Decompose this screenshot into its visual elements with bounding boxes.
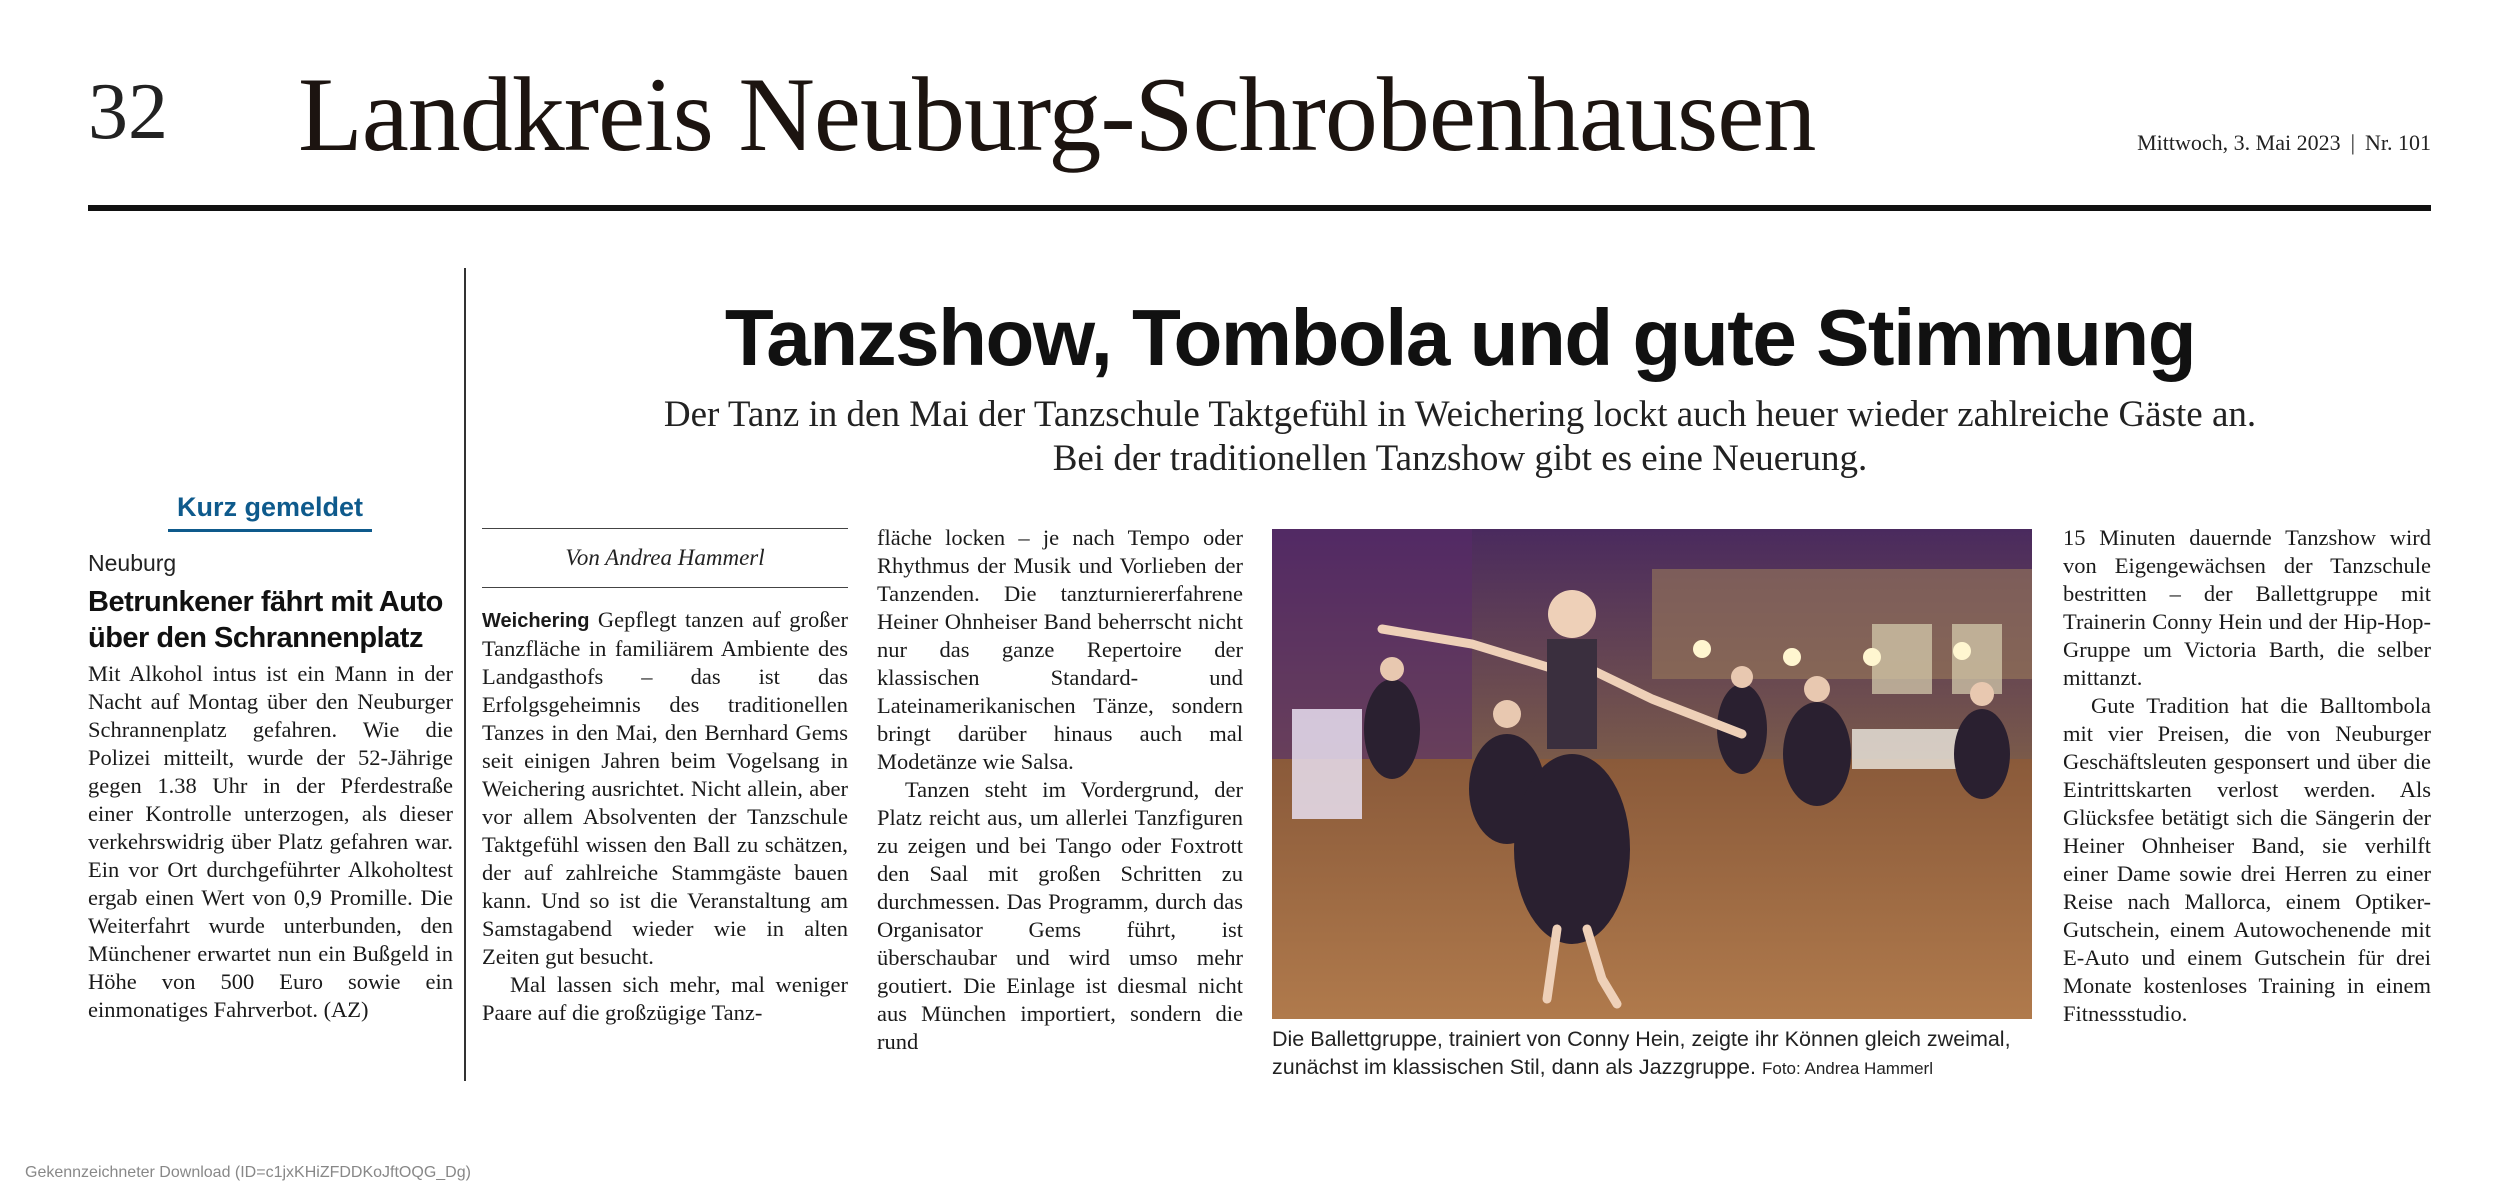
brief-headline: Betrunkener fährt mit Auto über den Schrannenplatz xyxy=(88,586,443,654)
page-number: 32 xyxy=(88,68,168,156)
article-paragraph: Gute Tradition hat die Balltombola mit vier Preisen, die von Neuburger Geschäftsleuten gesponsert und über die Eintrittskarten verlost werden. Als Glücksfee betätigt sich die Sängerin der Heiner Ohnheiser Band, sie verhilft einer Dame sowie drei Herren zu einer Reise nach Mallorca, einem Optiker-Gutschein, einem Autowochenende mit E-Auto und einem Gutschein für drei Monate kostenloses Training in einem Fitnessstudio. xyxy=(2063,693,2431,1026)
article-byline: Von Andrea Hammerl xyxy=(482,528,848,588)
brief-body: Mit Alkohol intus ist ein Mann in der Nacht auf Montag über den Neuburger Schrannenplatz gefahren. Wie die Polizei mitteilt, wurde der 52-Jährige gegen 1.38 Uhr in der Pferdestraße einer Kontrolle unterzogen, als dieser verkehrswidrig über Platz gefahren war. Ein vor Ort durchgeführter Alkoholtest ergab einen Wert von 0,9 Promille. Die Weiterfahrt wurde unterbunden, den Münchener erwartet nun ein Bußgeld in Höhe von 500 Euro sowie ein einmonatiges Fahrverbot. (AZ) xyxy=(88,661,453,1022)
article-headline: Tanzshow, Tombola und gute Stimmung xyxy=(724,293,2196,382)
masthead-rule xyxy=(88,205,2431,211)
ballet-photo-illustration xyxy=(1272,529,2032,1019)
photo-credit: Foto: Andrea Hammerl xyxy=(1761,1059,1933,1078)
article-photo xyxy=(1272,529,2032,1019)
subhead-line-2: Bei der traditionellen Tanzshow gibt es eine Neuerung. xyxy=(1052,438,1868,479)
article-column-4 xyxy=(2063,524,2431,1028)
article-paragraph: Mal lassen sich mehr, mal weniger Paare auf die großzügige Tanz- xyxy=(482,972,848,1025)
issue-dateline xyxy=(2137,130,2431,156)
article-kicker: Weichering xyxy=(482,610,590,632)
article-paragraph: Tanzen steht im Vordergrund, der Platz reicht aus, um allerlei Tanzfiguren zu zeigen und bei Tango oder Foxtrott den Saal mit großen Schritten zu durchmessen. Das Programm, durch das Organisator Gems führt, ist überschaubar und wird umso mehr goutiert. Die Einlage ist diesmal nicht aus München importiert, sondern die rund xyxy=(877,777,1243,1054)
issue-date: Mittwoch, 3. Mai 2023 xyxy=(2137,130,2341,155)
photo-caption xyxy=(1272,1025,2040,1083)
issue-number: Nr. 101 xyxy=(2365,130,2431,155)
article-paragraph: 15 Minuten dauernde Tanzshow wird von Eigengewächsen der Tanzschule bestritten – der Ballettgruppe mit Trainerin Conny Hein und der Hip-Hop-Gruppe um Victoria Barth, die selber mittanzt. xyxy=(2063,525,2431,690)
article-paragraph xyxy=(482,606,848,971)
brief-section-label: Kurz gemeldet xyxy=(168,492,372,532)
article-column-2 xyxy=(877,524,1243,1056)
article-subhead xyxy=(480,393,2440,481)
article-paragraph-text: Gepflegt tanzen auf großer Tanzfläche in familiärem Ambiente des Landgasthofs – das ist das Erfolgsgeheimnis des traditionellen Tanzes in den Mai, den Bernhard Gems seit einigen Jahren beim Vogelsang in Weichering ausrichtet. Nicht allein, aber vor allem Absolventen der Tanzschule Taktgefühl wissen den Ball zu schätzen, der auf zahlreiche Stammgäste bauen kann. Und so ist die Veranstaltung am Samstagabend wieder wie in alten Zeiten gut besucht. xyxy=(482,607,848,969)
article-column-1 xyxy=(482,606,848,1027)
article-paragraph: fläche locken – je nach Tempo oder Rhythmus der Musik und Vorlieben der Tanzenden. Die tanzturniererfahrene Heiner Ohnheiser Band beherrscht nicht nur das ganze Repertoire der klassischen Standard- und Lateinamerikanischen Tänze, sondern bringt darüber hinaus auch mal Modetänze wie Salsa. xyxy=(877,525,1243,774)
brief-dateline: Neuburg xyxy=(88,550,177,576)
column-divider xyxy=(464,268,466,1081)
caption-text: Die Ballettgruppe, trainiert von Conny Hein, zeigte ihr Können gleich zweimal, zunächst im klassischen Stil, dann als Jazzgruppe. xyxy=(1272,1027,2011,1079)
section-title: Landkreis Neuburg-Schrobenhausen xyxy=(298,56,1816,173)
download-watermark: Gekennzeichneter Download (ID=c1jxKHiZFDDKoJftOQG_Dg) xyxy=(25,1164,471,1181)
subhead-line-1: Der Tanz in den Mai der Tanzschule Taktgefühl in Weichering lockt auch heuer wieder zahlreiche Gäste an. xyxy=(663,394,2257,435)
dateline-separator: | xyxy=(2350,130,2355,155)
